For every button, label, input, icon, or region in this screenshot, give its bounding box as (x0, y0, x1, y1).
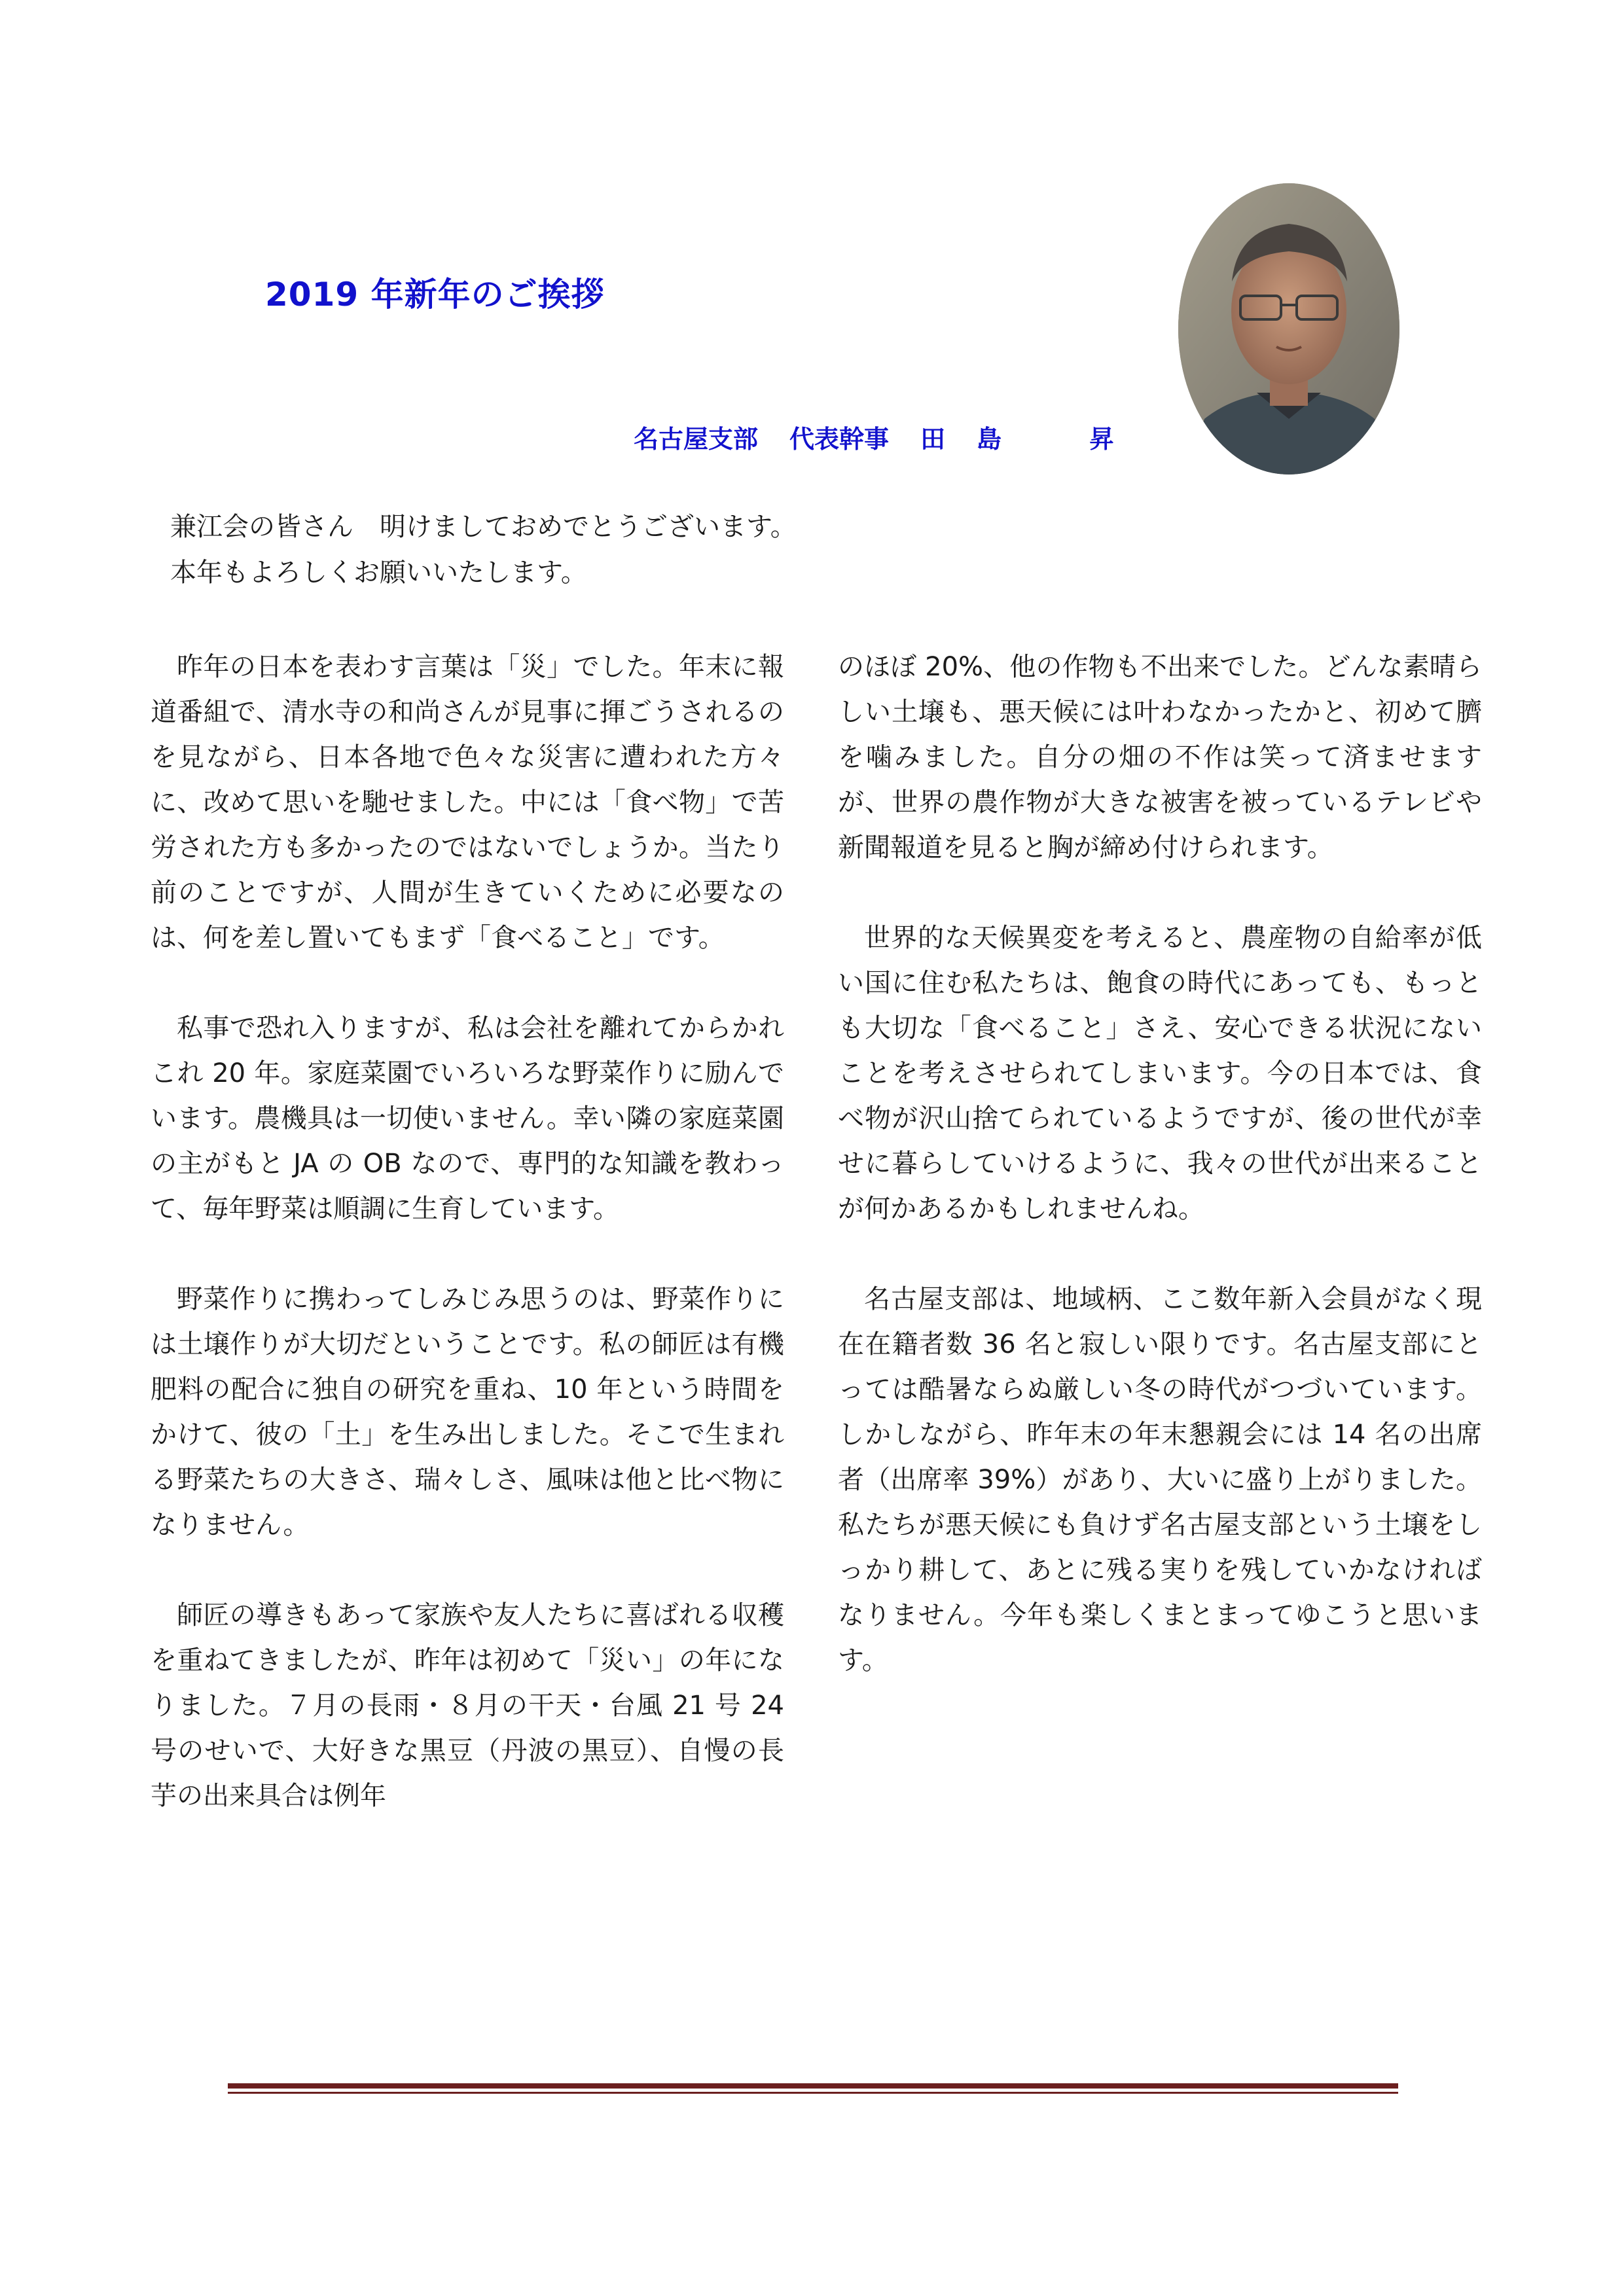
left-column (151, 645, 784, 1819)
body-paragraph: 名古屋支部は、地域柄、ここ数年新入会員がなく現在在籍者数 36 名と寂しい限りです。名古屋支部にとっては酷暑ならぬ厳しい冬の時代がつづいています。しかしながら、昨年末の年末懇親会には 14 名の出席者（出席率 39%）があり、大いに盛り上がりました。私たちが悪天候にも負けず名古屋支部という土壌をしっかり耕して、あとに残る実りを残していかなければなりません。今年も楽しくまとまってゆこうと思います。 (838, 1284, 1482, 1676)
body-paragraph-continued: のほぼ 20%、他の作物も不出来でした。どんな素晴らしい土壌も、悪天候には叶わなかったかと、初めて臍を噛みました。自分の畑の不作は笑って済ませますが、世界の農作物が大きな被害を被っているテレビや新聞報道を見ると胸が締め付けられます。 (838, 652, 1482, 863)
opening-greeting (170, 504, 1087, 596)
author-line (634, 419, 1146, 455)
body-paragraph: 野菜作りに携わってしみじみ思うのは、野菜作りには土壌作りが大切だということです。私の師匠は有機肥料の配合に独自の研究を重ね、10 年という時間をかけて、彼の「土」を生み出しました。そこで生まれる野菜たちの大きさ、瑞々しさ、風味は他と比べ物になりません。 (151, 1284, 784, 1540)
greeting-line: 兼江会の皆さん 明けましておめでとうございます。 (170, 512, 797, 542)
body-paragraph: 世界的な天候異変を考えると、農産物の自給率が低い国に住む私たちは、飽食の時代にあっても、もっとも大切な「食べること」さえ、安心できる状況にないことを考えさせられてしまいます。今の日本では、食べ物が沢山捨てられているようですが、後の世代が幸せに暮らしていけるように、我々の世代が出来ることが何かあるかもしれませんね。 (838, 923, 1482, 1224)
page-title: 2019 年新年のご挨拶 (265, 276, 605, 314)
right-column (838, 645, 1482, 1683)
body-paragraph: 昨年の日本を表わす言葉は「災」でした。年末に報道番組で、清水寺の和尚さんが見事に揮ごうされるのを見ながら、日本各地で色々な災害に遭われた方々に、改めて思いを馳せました。中には「食べ物」で苦労された方も多かったのではないでしょうか。当たり前のことですが、人間が生きていくために必要なのは、何を差し置いてもまず「食べること」です。 (151, 652, 784, 953)
portrait-illustration (1178, 183, 1399, 475)
greeting-line: 本年もよろしくお願いいたします。 (170, 558, 587, 588)
author-portrait-photo (1178, 183, 1399, 475)
body-paragraph: 師匠の導きもあって家族や友人たちに喜ばれる収穫を重ねてきましたが、昨年は初めて「災い」の年になりました。７月の長雨・８月の干天・台風 21 号 24 号のせいで、大好きな黒豆（丹波の黒豆）、自慢の長芋の出来具合は例年 (151, 1600, 784, 1811)
author-department: 名古屋支部 (634, 425, 759, 454)
footer-divider (228, 2083, 1398, 2089)
footer-divider-thin (228, 2092, 1398, 2094)
author-name: 田島 昇 (920, 425, 1146, 454)
body-paragraph: 私事で恐れ入りますが、私は会社を離れてからかれこれ 20 年。家庭菜園でいろいろな野菜作りに励んでいます。農機具は一切使いません。幸い隣の家庭菜園の主がもと JA の OB なので、専門的な知識を教わって、毎年野菜は順調に生育しています。 (151, 1013, 784, 1224)
author-role: 代表幹事 (789, 425, 890, 454)
